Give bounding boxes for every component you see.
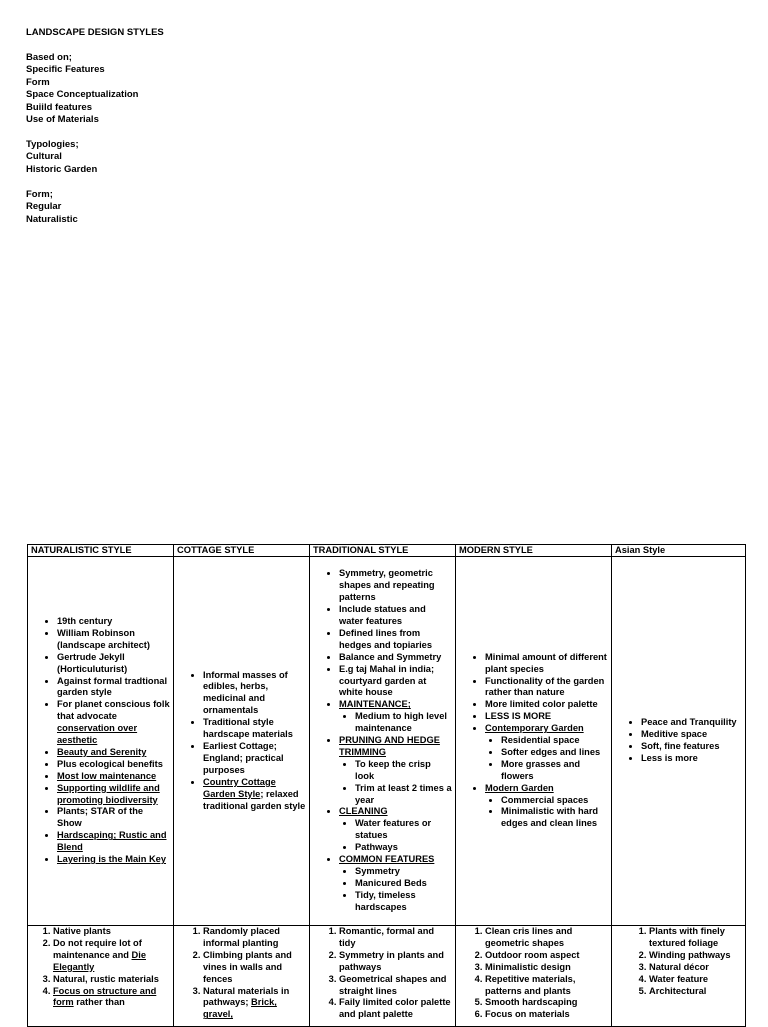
design-styles-table (27, 544, 746, 1027)
based-on-item: Use of Materials (26, 114, 99, 126)
table-row (28, 926, 746, 1027)
item-text-underlined: MAINTENANCE; (339, 699, 411, 710)
list-item: • 19th century (57, 616, 170, 628)
list-item: 3. Geometrical shapes and straight lines (339, 974, 452, 998)
list-item: • Supporting wildlife and promoting biodiversity (57, 783, 170, 807)
based-on-item: Form (26, 76, 50, 88)
list-item: 1. Randomly placed informal planting (203, 926, 306, 950)
item-text: palette (382, 1009, 413, 1020)
header-naturalistic: NATURALISTIC STYLE (28, 545, 174, 557)
item-text-underlined: conservation over aesthetic (57, 723, 138, 746)
list-item: • Functionality of the garden rather than nature (485, 676, 608, 700)
item-text-underlined: Die Elegantly (53, 949, 146, 972)
form-item: Regular (26, 201, 62, 213)
list-item (203, 777, 306, 813)
list-item: 3. Natural, rustic materials (53, 974, 170, 986)
list-item: 2. Symmetry in plants and pathways (339, 950, 452, 974)
list-item: • Balance and Symmetry (339, 652, 452, 664)
traditional-features (310, 926, 456, 1027)
header-cottage: COTTAGE STYLE (174, 545, 310, 557)
item-text-underlined: COMMON FEATURES (339, 854, 435, 865)
list-item: • Peace and Tranquility (641, 717, 742, 729)
based-on-section (26, 52, 138, 126)
typologies-heading: Typologies; (26, 139, 79, 150)
list-item: • Defined lines from hedges and topiaries (339, 628, 452, 652)
list-item: • Medium to high level maintenance (355, 711, 452, 735)
naturalistic-characteristics (28, 557, 174, 926)
list-item: • Trim at least 2 times a year (355, 783, 452, 807)
list-item: • Tidy, timeless hardscapes (355, 890, 452, 914)
list-item: • Beauty and Serenity (57, 747, 170, 759)
list-item: • Gertrude Jekyll (Horticuluturist) (57, 652, 170, 676)
list-item: 2. Outdoor room aspect (485, 950, 608, 962)
asian-features (612, 926, 746, 1027)
list-item: • William Robinson (landscape architect) (57, 628, 170, 652)
list-item: • More grasses and flowers (501, 759, 608, 783)
list-item: • Water features or statues (355, 818, 452, 842)
list-item: 1. Native plants (53, 926, 170, 938)
list-item: • Plants; STAR of the Show (57, 806, 170, 830)
list-item: • Softer edges and lines (501, 747, 608, 759)
list-item: • Most low maintenance (57, 771, 170, 783)
list-item: • Earliest Cottage; England; practical purposes (203, 741, 306, 777)
list-item: 4. Water feature (649, 974, 742, 986)
list-item (203, 986, 306, 1022)
item-text-underlined: CLEANING (339, 806, 388, 817)
based-on-heading: Based on; (26, 52, 72, 63)
list-item (485, 783, 608, 831)
list-item: • More limited color palette (485, 699, 608, 711)
typologies-item: Historic Garden (26, 163, 98, 175)
item-text-underlined: Country Cottage Garden Style (203, 776, 276, 799)
item-text: ; relaxed traditional garden style (203, 788, 306, 811)
item-text-underlined: Focus on structure and form (53, 985, 157, 1008)
list-item: • Symmetry (355, 866, 452, 878)
table-header-row (28, 545, 746, 557)
form-item: Naturalistic (26, 213, 78, 225)
list-item (57, 699, 170, 747)
list-item: • To keep the crisp look (355, 759, 452, 783)
item-text: Faily limited color palette and plant (339, 997, 451, 1020)
cottage-characteristics (174, 557, 310, 926)
list-item: 1. Romantic, formal and tidy (339, 926, 452, 950)
list-item (53, 986, 170, 1010)
list-item: • Pathways (355, 842, 452, 854)
list-item: 1. Plants with finely textured foliage (649, 926, 742, 950)
list-item (339, 699, 452, 735)
list-item: • Against formal tradtional garden style (57, 676, 170, 700)
item-text-underlined: Contemporary Garden (485, 723, 584, 734)
list-item: 3. Natural décor (649, 962, 742, 974)
list-item: • Layering is the Main Key (57, 854, 170, 866)
item-text: Do not require lot of maintenance and (53, 937, 142, 960)
typologies-section (26, 139, 97, 176)
list-item (339, 854, 452, 914)
list-item: • Less is more (641, 753, 742, 765)
based-on-item: Buiild features (26, 101, 92, 113)
list-item: • Traditional style hardscape materials (203, 717, 306, 741)
list-item: • Commercial spaces (501, 795, 608, 807)
form-heading: Form; (26, 189, 53, 200)
cottage-features (174, 926, 310, 1027)
list-item: • Symmetry, geometric shapes and repeating patterns (339, 568, 452, 604)
list-item: 5. Smooth hardscaping (485, 997, 608, 1009)
item-text-underlined: Modern Garden (485, 782, 554, 793)
list-item (339, 806, 452, 854)
list-item: • Residential space (501, 735, 608, 747)
list-item: 1. Clean cris lines and geometric shapes (485, 926, 608, 950)
form-section (26, 189, 78, 226)
list-item: 4. Repetitive materials, patterns and plants (485, 974, 608, 998)
list-item: 2. Winding pathways (649, 950, 742, 962)
item-text: rather than (73, 997, 125, 1008)
modern-features (456, 926, 612, 1027)
traditional-characteristics (310, 557, 456, 926)
list-item: • Plus ecological benefits (57, 759, 170, 771)
list-item: 6. Focus on materials (485, 1009, 608, 1021)
item-text-underlined: Brick, gravel, (203, 997, 277, 1020)
item-text-underlined: PRUNING AND HEDGE TRIMMING (339, 735, 440, 757)
list-item: • Manicured Beds (355, 878, 452, 890)
naturalistic-features (28, 926, 174, 1027)
list-item (53, 938, 170, 974)
list-item: • Minimalistic with hard edges and clean lines (501, 806, 608, 830)
list-item: • Soft, fine features (641, 741, 742, 753)
typologies-item: Cultural (26, 151, 62, 163)
list-item (339, 735, 452, 806)
list-item: • LESS IS MORE (485, 711, 608, 723)
item-text: For planet conscious folk that advocate (57, 699, 170, 722)
list-item (339, 997, 452, 1021)
list-item: 2. Climbing plants and vines in walls and fences (203, 950, 306, 986)
table-row (28, 557, 746, 926)
item-text: Natural materials in pathways; (203, 985, 290, 1008)
list-item: 3. Minimalistic design (485, 962, 608, 974)
modern-characteristics (456, 557, 612, 926)
asian-characteristics (612, 557, 746, 926)
document-title: LANDSCAPE DESIGN STYLES (26, 27, 164, 38)
list-item: 5. Architectural (649, 986, 742, 998)
list-item: • Meditive space (641, 729, 742, 741)
list-item: • Informal masses of edibles, herbs, medicinal and ornamentals (203, 670, 306, 718)
list-item: • E.g taj Mahal in india; courtyard garden at white house (339, 664, 452, 700)
based-on-item: Specific Features (26, 64, 105, 76)
based-on-item: Space Conceptualization (26, 89, 139, 101)
list-item: • Hardscaping; Rustic and Blend (57, 830, 170, 854)
list-item: • Include statues and water features (339, 604, 452, 628)
header-traditional: TRADITIONAL STYLE (310, 545, 456, 557)
header-asian: Asian Style (612, 545, 746, 557)
list-item: • Minimal amount of different plant species (485, 652, 608, 676)
header-modern: MODERN STYLE (456, 545, 612, 557)
list-item (485, 723, 608, 783)
